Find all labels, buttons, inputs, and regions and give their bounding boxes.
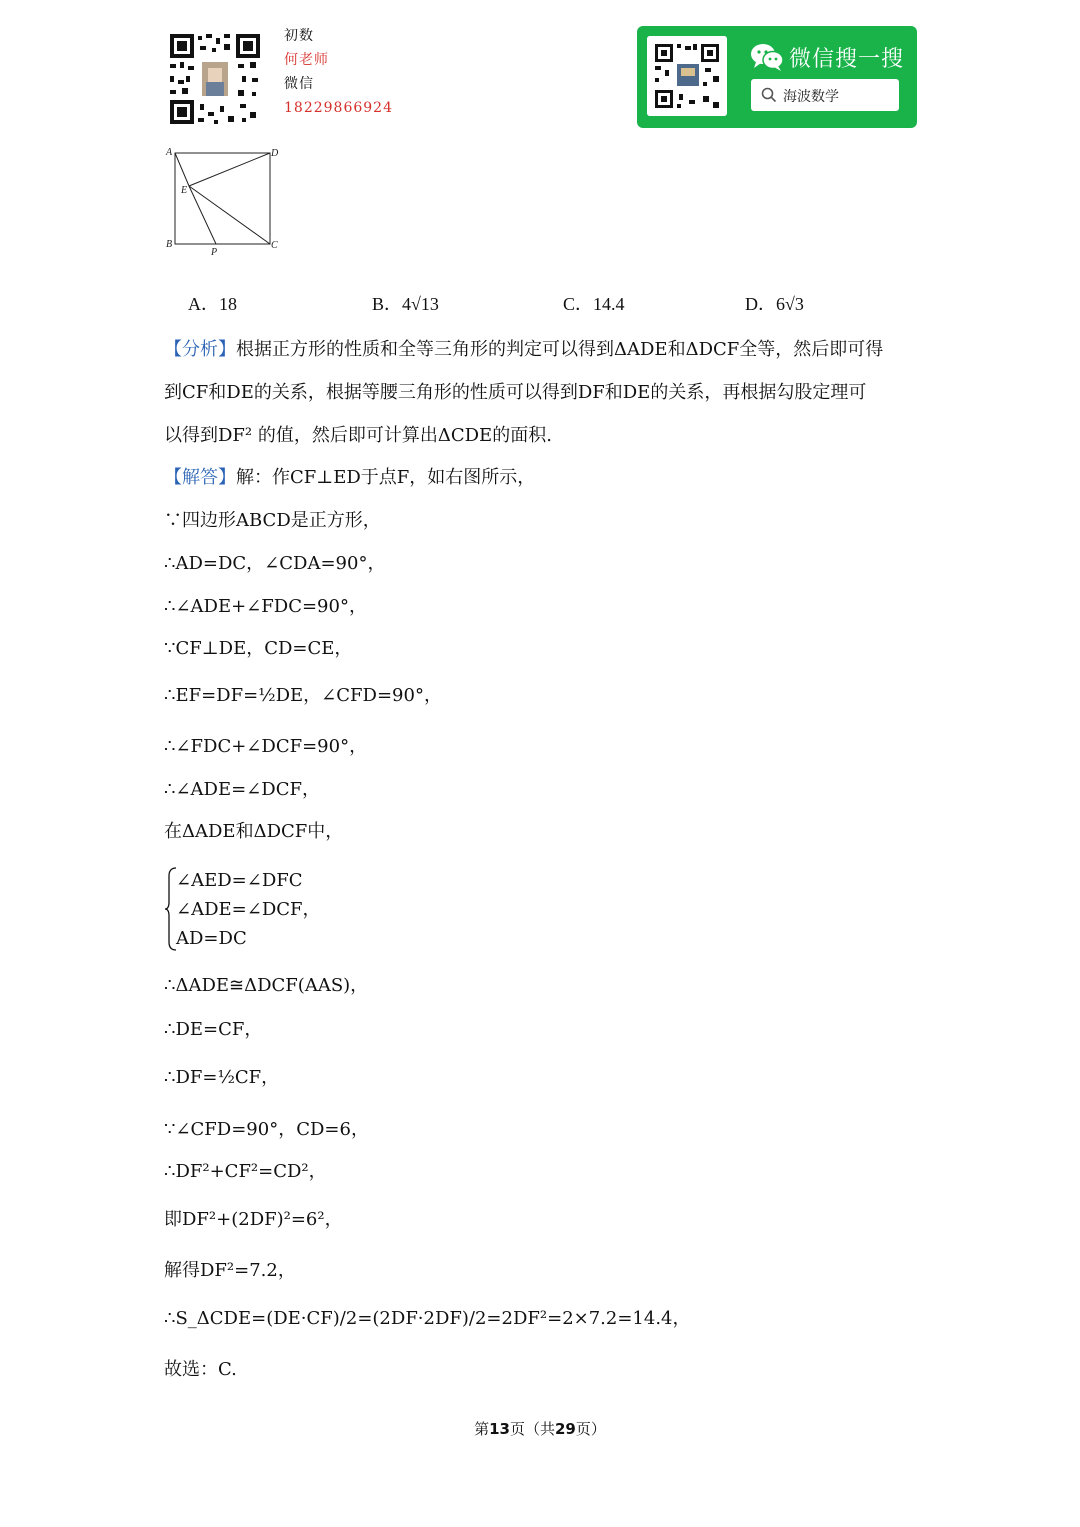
label-d: D [271,148,279,159]
wechat-qr-code [647,36,727,116]
analysis-line-1 [164,337,883,363]
solution-step-16: ∴DF²+CF²=CD²， [164,1161,327,1182]
solution-step-14: ∴DF=½CF， [164,1067,280,1088]
solution-step-17: 即DF²+(2DF)²=6²， [164,1209,343,1230]
option-a: A．18 [188,294,237,314]
solution-step-2: ∴AD=DC，∠CDA=90°， [164,553,386,574]
footer-total-pages: 29 [555,1420,576,1438]
condition-3: AD=DC [176,928,247,949]
solution-step-6: ∴∠FDC+∠DCF=90°， [164,736,368,757]
label-c: C [271,240,278,251]
header-phone: 18229866924 [284,100,393,116]
solution-step-4: ∵CF⊥DE，CD=CE， [164,638,353,659]
header-teacher-name: 何老师 [284,52,329,68]
solution-step-13: ∴DE=CF， [164,1019,263,1040]
analysis-line-3: 以得到DF² 的值，然后即可计算出ΔCDE的面积. [164,425,552,446]
solution-step-7: ∴∠ADE=∠DCF， [164,779,320,800]
search-icon [761,87,777,103]
contact-qr-code [168,32,262,126]
condition-1: ∠AED=∠DFC [176,870,303,891]
solution-line-1 [164,465,535,491]
wechat-logo-icon [750,42,784,72]
footer-prefix: 第 [474,1420,490,1438]
page-footer [0,1418,1080,1439]
option-b: B．4√13 [372,294,439,314]
option-d: D．6√3 [745,294,804,314]
solution-step-20: 故选：C. [164,1359,237,1380]
analysis-text-1: 根据正方形的性质和全等三角形的判定可以得到ΔADE和ΔDCF全等，然后即可得 [236,339,884,360]
option-c: C．14.4 [563,294,625,314]
wechat-card-title: 微信搜一搜 [789,47,905,72]
label-p: P [211,247,218,258]
header-line-1: 初数 [284,28,314,44]
footer-mid: 页（共 [509,1420,555,1438]
solution-step-15: ∵∠CFD=90°，CD=6， [164,1119,369,1140]
analysis-tag: 【分析】 [164,339,236,360]
footer-suffix: 页） [575,1420,606,1438]
label-e: E [181,185,188,196]
solution-step-8: 在ΔADE和ΔDCF中， [164,821,344,842]
wechat-search-card[interactable] [637,26,917,128]
condition-2: ∠ADE=∠DCF， [176,899,321,920]
analysis-line-2: 到CF和DE的关系，根据等腰三角形的性质可以得到DF和DE的关系，再根据勾股定理可 [164,382,867,403]
wechat-search-text: 海波数学 [783,89,839,105]
solution-step-0: 解：作CF⊥ED于点F，如右图所示， [236,467,536,488]
wechat-search-box[interactable] [751,79,899,111]
label-b: B [166,239,173,250]
solution-step-5: ∴EF=DF=½DE，∠CFD=90°， [164,685,442,706]
header-line-3: 微信 [284,76,314,92]
congruence-conditions [176,866,321,953]
solution-step-3: ∴∠ADE+∠FDC=90°， [164,596,367,617]
solution-step-18: 解得DF²=7.2， [164,1260,296,1281]
solution-step-1: ∵四边形ABCD是正方形， [164,510,381,531]
header-contact [284,24,393,120]
solution-tag: 【解答】 [164,467,236,488]
solution-step-19: ∴S_ΔCDE=(DE·CF)/2=(2DF·2DF)/2=2DF²=2×7.2=14.4， [164,1308,691,1329]
square-figure [160,144,290,260]
solution-step-12: ∴ΔADE≅ΔDCF(AAS)， [164,975,369,996]
label-a: A [166,147,173,158]
footer-page-number: 13 [489,1420,510,1438]
